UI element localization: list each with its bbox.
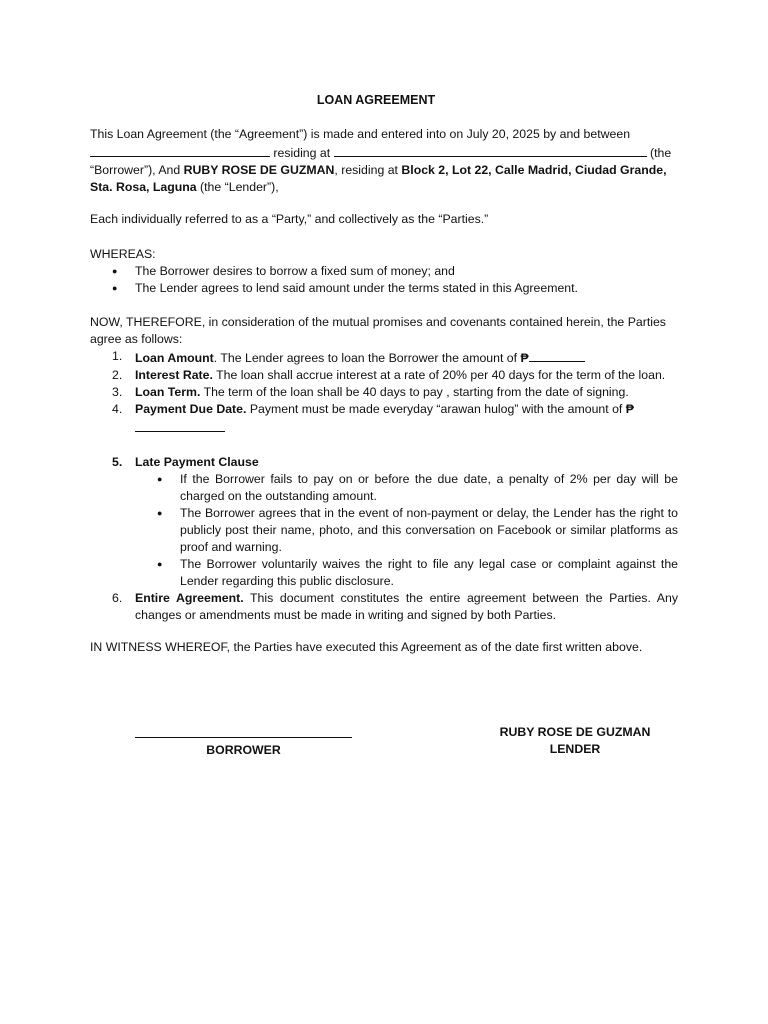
borrower-address-blank [334,143,647,157]
whereas-heading: WHEREAS: [90,247,156,261]
loan-amount-blank [529,348,585,362]
list-item: ● The Lender agrees to lend said amount under the terms stated in this Agreement. [90,280,678,297]
borrower-signature-block [135,725,352,759]
now-therefore-paragraph: NOW, THEREFORE, in consideration of the mutual promises and covenants contained herein, the Parties agree as follows: [90,315,666,346]
list-item: ● The Borrower desires to borrow a fixed sum of money; and [90,263,678,280]
lender-label: LENDER [549,742,601,756]
list-item: ● The Borrower agrees that in the event of non-payment or delay, the Lender has the right to publicly post their name, photo, and this conversation on Facebook or similar platforms as proof and warning. [135,505,678,556]
lender-address: Block 2, Lot 22, Calle Madrid, Ciudad Grande, Sta. Rosa, Laguna [90,163,667,194]
terms-list [90,348,678,624]
lender-signature-block [475,724,675,758]
witness-paragraph: IN WITNESS WHEREOF, the Parties have executed this Agreement as of the date first written above. [90,640,643,654]
peso-sign: ₱ [625,402,634,416]
late-payment-list [135,471,678,590]
term-payment-due-date: 4. Payment Due Date. Payment must be made everyday “arawan hulog” with the amount of ₱ [90,401,678,437]
borrower-name-blank [90,143,270,157]
whereas-list [90,263,678,297]
term-interest-rate: 2. Interest Rate. The loan shall accrue interest at a rate of 20% per 40 days for the term of the loan. [112,368,666,382]
borrower-signature-line [135,725,352,738]
term-late-payment-clause: 5. Late Payment Clause ● If the Borrower fails to pay on or before the due date, a penalty of 2% per day will be charged on the outstanding amount. ● The Borrower agrees that in the event of non-payment or delay, the Lender has the right to publicly post their name, photo, and this conversation on Facebook or similar platforms as proof and warning. ● The Borrower voluntarily waives the right to file any legal case or complaint against the Lender regarding this public disclosure. [90,454,678,590]
list-item: ● If the Borrower fails to pay on or before the due date, a penalty of 2% per day will be charged on the outstanding amount. [135,471,678,505]
whereas-section [90,246,678,297]
list-item: ● The Borrower voluntarily waives the right to file any legal case or complaint against the Lender regarding this public disclosure. [135,556,678,590]
document-title: LOAN AGREEMENT [316,93,436,107]
intro-line-2: residing at (the [90,143,678,162]
term-loan-term: 3. Loan Term. The term of the loan shall be 40 days to pay , starting from the date of signing. [112,385,629,399]
intro-paragraph [90,126,678,196]
term-entire-agreement: 6. Entire Agreement. This document constitutes the entire agreement between the Parties. Any changes or amendments must be made in writing and signed by both Parties. [112,591,678,622]
parties-paragraph: Each individually referred to as a “Party,” and collectively as the “Parties.” [90,212,489,226]
term-loan-amount: 1. Loan Amount. The Lender agrees to loan the Borrower the amount of ₱ [90,348,678,367]
terms-section [90,314,678,624]
intro-line-1: This Loan Agreement (the “Agreement”) is made and entered into on July 20, 2025 by and between [90,127,631,141]
lender-name: RUBY ROSE DE GUZMAN [183,163,335,177]
payment-amount-blank [135,418,225,432]
intro-line-3: “Borrower”), And RUBY ROSE DE GUZMAN, residing at Block 2, Lot 22, Calle Madrid, Ciudad Grande, Sta. Rosa, Laguna (the “Lender”), [90,163,667,194]
lender-signature-name: RUBY ROSE DE GUZMAN [499,725,651,739]
peso-sign: ₱ [520,351,529,365]
borrower-label: BORROWER [206,743,281,757]
